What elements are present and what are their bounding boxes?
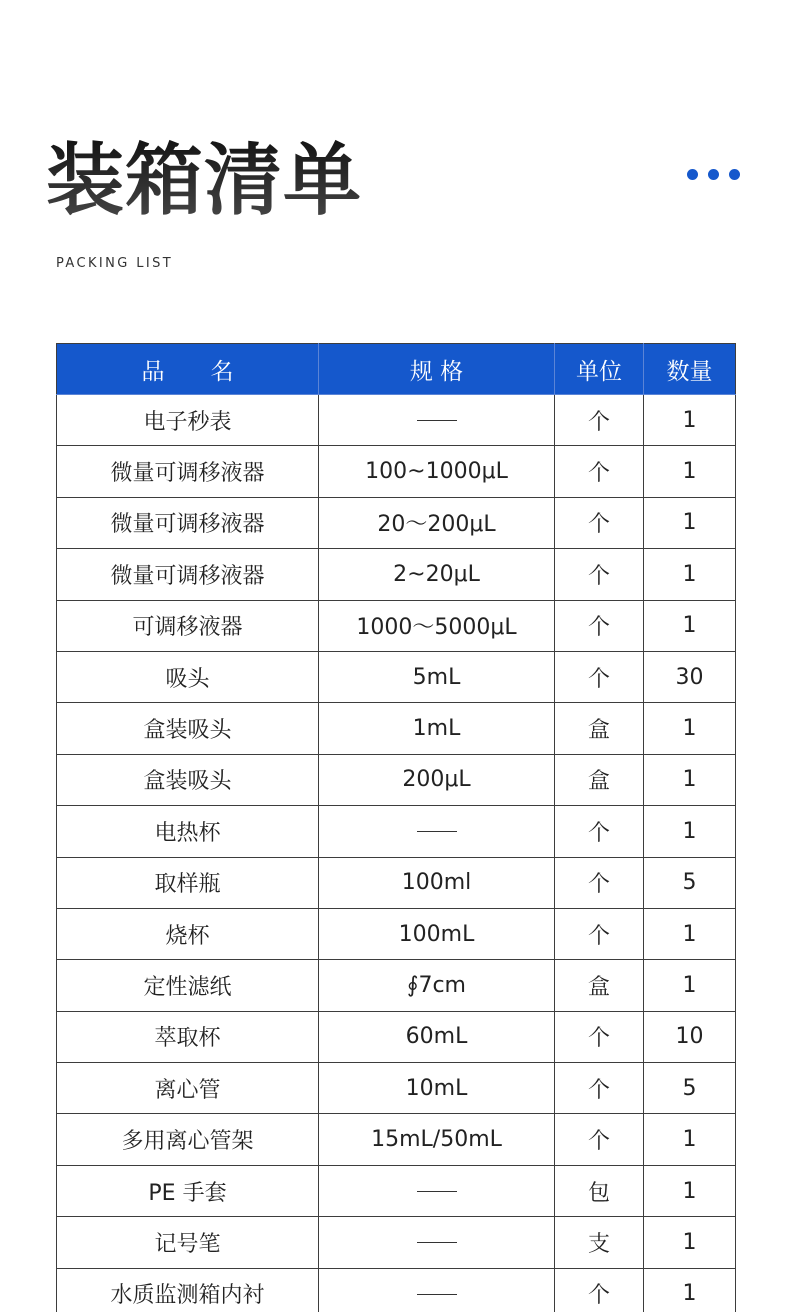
item-unit-cell: 个 <box>555 1063 644 1114</box>
item-spec-cell: 1000～5000μL <box>319 600 555 651</box>
table-row <box>57 651 736 702</box>
item-qty-cell: 1 <box>644 960 736 1011</box>
table-row <box>57 857 736 908</box>
item-qty-cell: 1 <box>644 497 736 548</box>
item-name-cell: 烧杯 <box>57 908 319 959</box>
table-row <box>57 908 736 959</box>
item-spec-cell <box>319 395 555 446</box>
table-row <box>57 497 736 548</box>
table-row <box>57 1114 736 1165</box>
item-name-cell: 盒装吸头 <box>57 703 319 754</box>
table-row <box>57 395 736 446</box>
packing-table <box>56 343 736 1312</box>
item-qty-cell: 1 <box>644 1217 736 1268</box>
item-name-cell: 吸头 <box>57 651 319 702</box>
item-spec-cell <box>319 1165 555 1216</box>
item-spec-cell: 200μL <box>319 754 555 805</box>
item-name-cell: 盒装吸头 <box>57 754 319 805</box>
item-spec-cell: 10mL <box>319 1063 555 1114</box>
item-spec-cell <box>319 1217 555 1268</box>
item-unit-cell: 支 <box>555 1217 644 1268</box>
table-header-row <box>57 344 736 395</box>
item-spec-cell: 100~1000μL <box>319 446 555 497</box>
item-unit-cell: 个 <box>555 600 644 651</box>
table-row <box>57 1217 736 1268</box>
item-name-cell: 电热杯 <box>57 806 319 857</box>
item-name-cell: 取样瓶 <box>57 857 319 908</box>
item-name-cell: 萃取杯 <box>57 1011 319 1062</box>
item-unit-cell: 包 <box>555 1165 644 1216</box>
item-qty-cell: 5 <box>644 857 736 908</box>
dot-icon <box>708 169 719 180</box>
item-name-cell: 定性滤纸 <box>57 960 319 1011</box>
item-unit-cell: 盒 <box>555 703 644 754</box>
item-spec-cell: 5mL <box>319 651 555 702</box>
table-row <box>57 1063 736 1114</box>
table-row <box>57 806 736 857</box>
item-qty-cell: 1 <box>644 1268 736 1312</box>
dash-placeholder <box>417 1191 457 1192</box>
table-row <box>57 1011 736 1062</box>
item-unit-cell: 个 <box>555 497 644 548</box>
item-spec-cell: 100ml <box>319 857 555 908</box>
item-spec-cell <box>319 1268 555 1312</box>
dash-placeholder <box>417 1294 457 1295</box>
item-unit-cell: 个 <box>555 1114 644 1165</box>
table-row <box>57 1165 736 1216</box>
item-qty-cell: 1 <box>644 754 736 805</box>
item-qty-cell: 1 <box>644 1165 736 1216</box>
header-qty: 数量 <box>644 344 736 395</box>
item-unit-cell: 个 <box>555 908 644 959</box>
item-qty-cell: 30 <box>644 651 736 702</box>
item-name-cell: 水质监测箱内衬 <box>57 1268 319 1312</box>
page-title: 装箱清单 <box>46 136 363 226</box>
table-row <box>57 1268 736 1312</box>
item-unit-cell: 个 <box>555 549 644 600</box>
header-unit: 单位 <box>555 344 644 395</box>
item-name-cell: 多用离心管架 <box>57 1114 319 1165</box>
item-unit-cell: 盒 <box>555 960 644 1011</box>
item-qty-cell: 1 <box>644 446 736 497</box>
item-name-cell: 微量可调移液器 <box>57 446 319 497</box>
table-row <box>57 703 736 754</box>
item-name-cell: 可调移液器 <box>57 600 319 651</box>
item-qty-cell: 10 <box>644 1011 736 1062</box>
item-spec-cell: ∮7cm <box>319 960 555 1011</box>
item-spec-cell: 1mL <box>319 703 555 754</box>
item-qty-cell: 1 <box>644 395 736 446</box>
header-name: 品 名 <box>57 344 319 395</box>
table-row <box>57 446 736 497</box>
item-unit-cell: 个 <box>555 1268 644 1312</box>
item-name-cell: 电子秒表 <box>57 395 319 446</box>
dot-icon <box>687 169 698 180</box>
item-unit-cell: 个 <box>555 857 644 908</box>
item-qty-cell: 1 <box>644 549 736 600</box>
item-name-cell: 微量可调移液器 <box>57 497 319 548</box>
table-row <box>57 960 736 1011</box>
table-row <box>57 754 736 805</box>
table-row <box>57 549 736 600</box>
item-unit-cell: 盒 <box>555 754 644 805</box>
table-body <box>57 395 736 1312</box>
item-spec-cell: 60mL <box>319 1011 555 1062</box>
dot-icon <box>729 169 740 180</box>
item-unit-cell: 个 <box>555 395 644 446</box>
item-name-cell: 记号笔 <box>57 1217 319 1268</box>
item-qty-cell: 5 <box>644 1063 736 1114</box>
table-row <box>57 600 736 651</box>
item-unit-cell: 个 <box>555 1011 644 1062</box>
item-name-cell: 离心管 <box>57 1063 319 1114</box>
item-unit-cell: 个 <box>555 806 644 857</box>
item-name-cell: PE 手套 <box>57 1165 319 1216</box>
item-qty-cell: 1 <box>644 1114 736 1165</box>
dash-placeholder <box>417 1242 457 1243</box>
item-spec-cell: 20～200μL <box>319 497 555 548</box>
item-spec-cell: 2~20μL <box>319 549 555 600</box>
item-qty-cell: 1 <box>644 703 736 754</box>
item-unit-cell: 个 <box>555 651 644 702</box>
more-dots-icon <box>687 169 750 180</box>
item-spec-cell: 100mL <box>319 908 555 959</box>
item-spec-cell: 15mL/50mL <box>319 1114 555 1165</box>
header-spec: 规 格 <box>319 344 555 395</box>
dash-placeholder <box>417 420 457 421</box>
dash-placeholder <box>417 831 457 832</box>
item-qty-cell: 1 <box>644 600 736 651</box>
item-spec-cell <box>319 806 555 857</box>
item-name-cell: 微量可调移液器 <box>57 549 319 600</box>
page-subtitle: PACKING LIST <box>56 256 174 271</box>
item-unit-cell: 个 <box>555 446 644 497</box>
item-qty-cell: 1 <box>644 908 736 959</box>
item-qty-cell: 1 <box>644 806 736 857</box>
